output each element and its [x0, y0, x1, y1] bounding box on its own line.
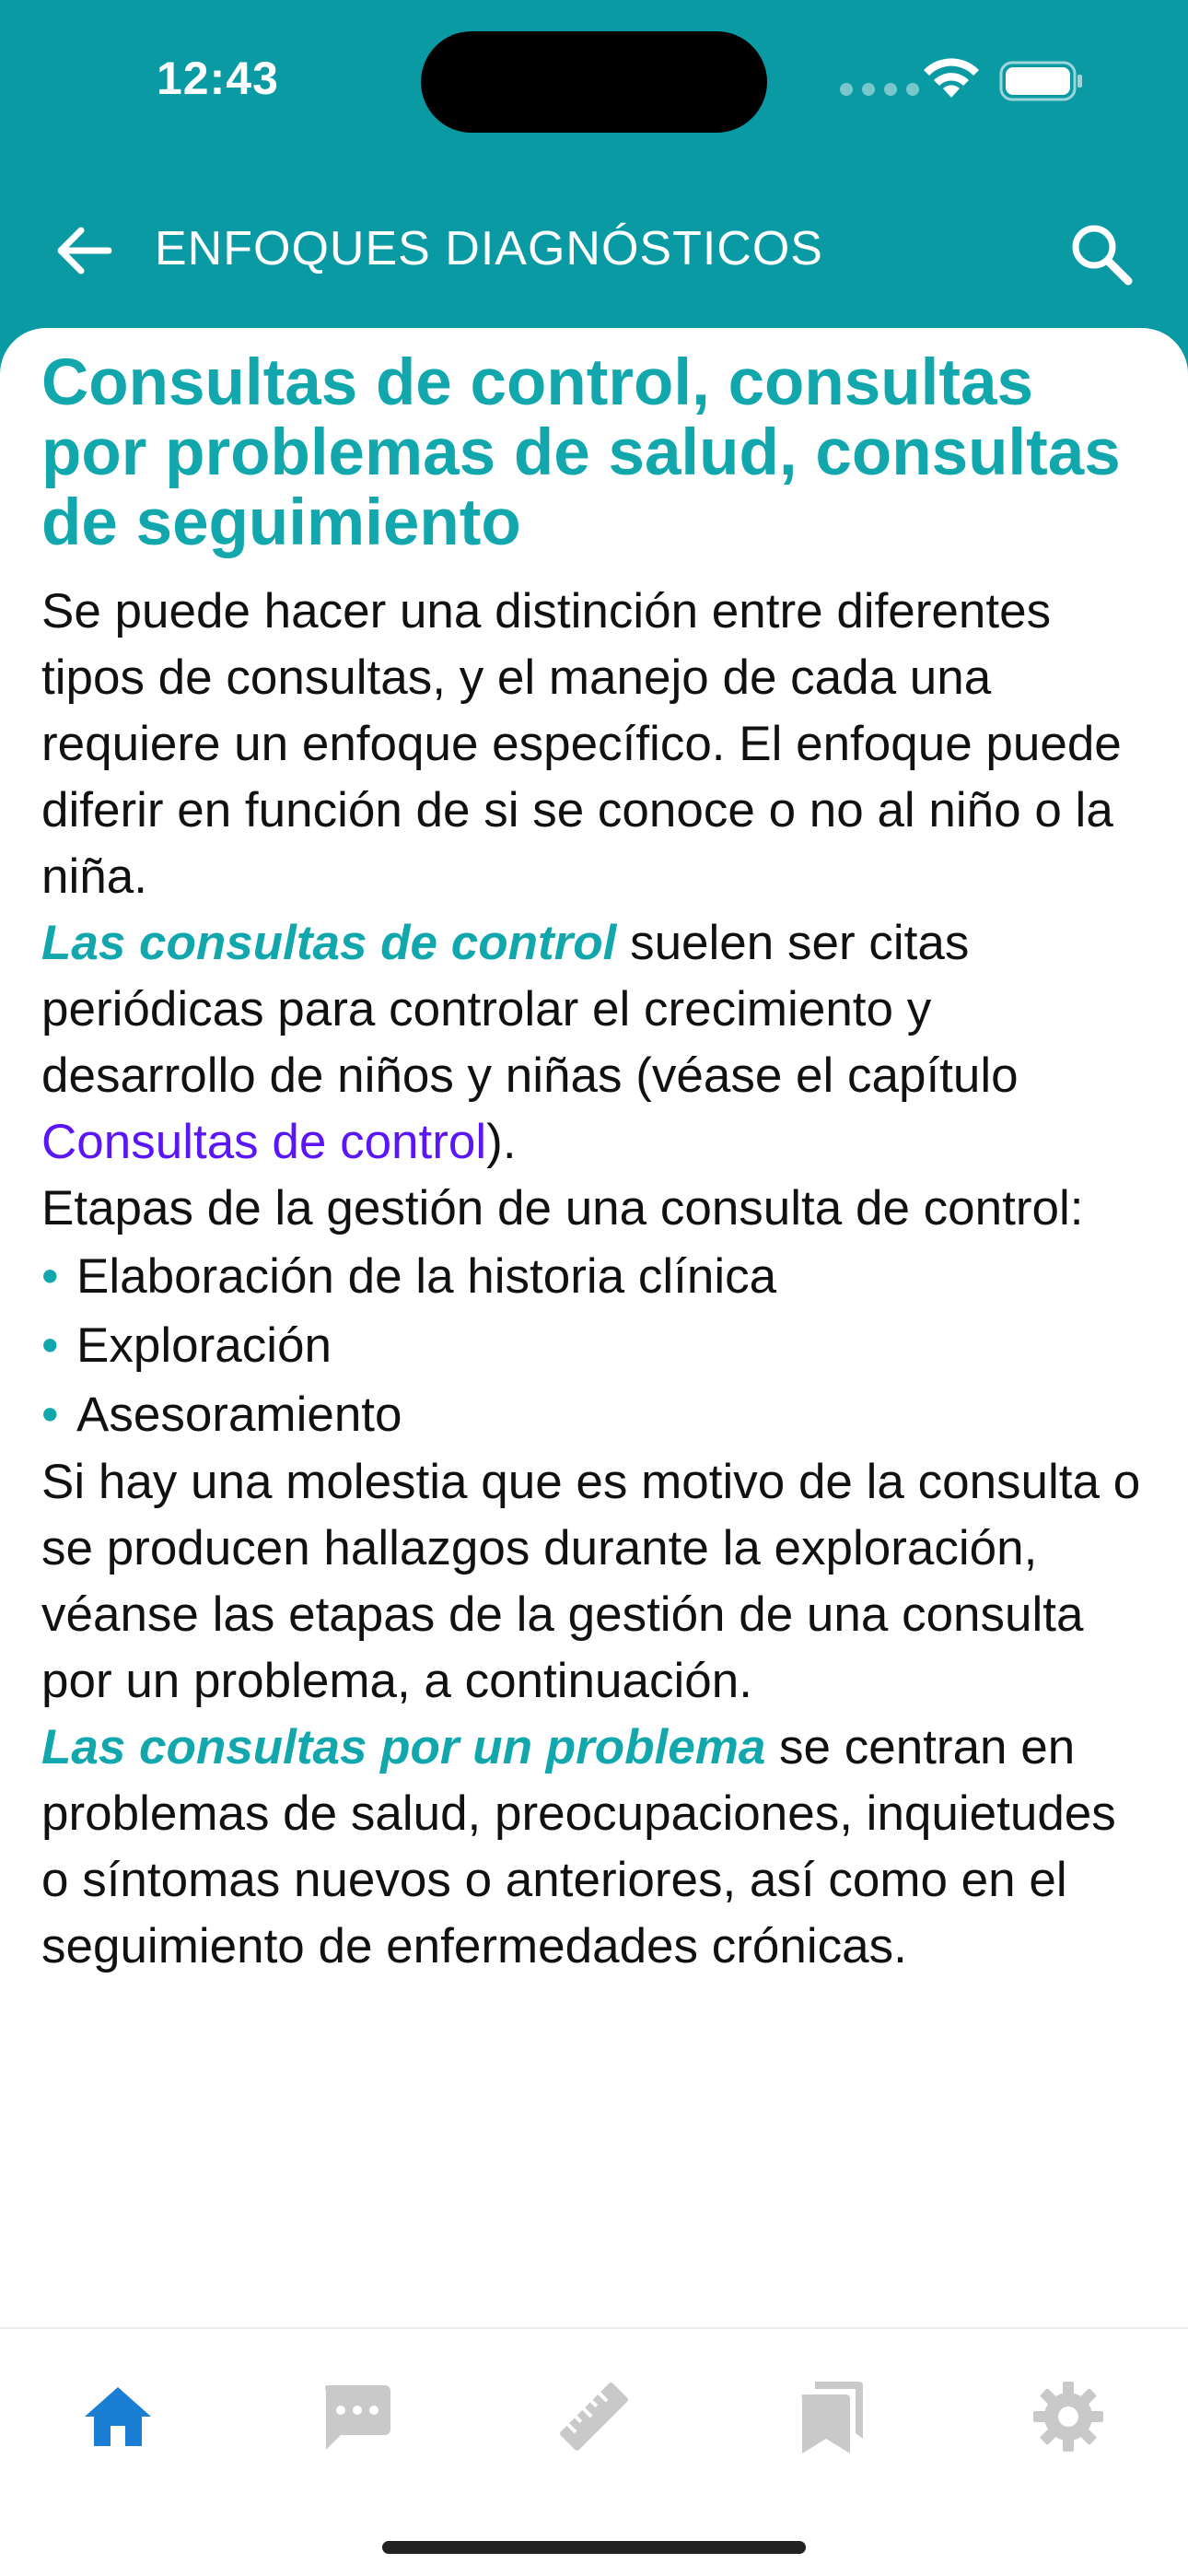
app-header [0, 184, 1188, 322]
back-button[interactable] [46, 214, 120, 287]
list-item-text: Asesoramiento [76, 1388, 402, 1442]
problem-text: se centran en problemas de salud, preocupaciones, inquietudes o síntomas nuevos o anteriores, así como en el seguimiento de enfermedades crónicas. [41, 1720, 1116, 1973]
home-indicator[interactable] [382, 2541, 806, 2554]
control-term: Las consultas de control [41, 916, 617, 970]
tab-settings[interactable] [1018, 2366, 1119, 2467]
content-card [0, 328, 1188, 2576]
problem-paragraph [41, 1715, 1147, 1980]
arrow-left-icon [53, 225, 112, 276]
gear-icon [1031, 2380, 1105, 2453]
status-time: 12:43 [157, 53, 279, 104]
status-bar [0, 0, 1188, 166]
tab-bookmarks[interactable] [781, 2366, 882, 2467]
bullet: • [41, 1249, 59, 1304]
cellular-signal-icon [840, 83, 919, 96]
stages-list [41, 1242, 1147, 1449]
search-icon [1067, 220, 1134, 287]
list-item [41, 1380, 1147, 1449]
ruler-icon [555, 2378, 633, 2455]
control-text-end: ). [486, 1115, 517, 1169]
home-icon [81, 2383, 155, 2450]
dynamic-island [421, 31, 767, 133]
list-item [41, 1242, 1147, 1311]
control-chapter-link[interactable]: Consultas de control [41, 1115, 487, 1169]
intro-paragraph: Se puede hacer una distinción entre diferentes tipos de consultas, y el manejo de cada una requiere un enfoque específico. El enfoque puede diferir en función de si se conoce o no al niño o la niña. [41, 584, 1122, 904]
article [41, 348, 1147, 1980]
tab-chat[interactable] [305, 2366, 406, 2467]
chat-icon [319, 2382, 392, 2452]
bullet: • [41, 1388, 59, 1442]
list-item-text: Elaboración de la historia clínica [76, 1249, 777, 1304]
search-button[interactable] [1059, 212, 1142, 295]
tab-ruler[interactable] [543, 2366, 645, 2467]
bullet: • [41, 1318, 59, 1373]
control-text: suelen ser citas periódicas para controlar el crecimiento y desarrollo de niños y niñas (véase el capítulo [41, 916, 1019, 1103]
list-item-text: Exploración [76, 1318, 332, 1373]
bookmarks-icon [797, 2378, 867, 2455]
tab-home[interactable] [67, 2366, 169, 2467]
problem-term: Las consultas por un problema [41, 1720, 766, 1774]
tab-bar [0, 2327, 1188, 2576]
page-title: ENFOQUES DIAGNÓSTICOS [155, 222, 823, 275]
list-item [41, 1311, 1147, 1380]
stages-intro: Etapas de la gestión de una consulta de control: [41, 1181, 1084, 1235]
battery-icon [999, 61, 1084, 101]
wifi-icon [921, 55, 982, 101]
article-title: Consultas de control, consultas por problemas de salud, consultas de seguimiento [41, 346, 1121, 559]
control-paragraph [41, 910, 1147, 1176]
complaint-paragraph: Si hay una molestia que es motivo de la consulta o se producen hallazgos durante la exploración, véanse las etapas de la gestión de una consulta por un problema, a continuación. [41, 1455, 1141, 1708]
